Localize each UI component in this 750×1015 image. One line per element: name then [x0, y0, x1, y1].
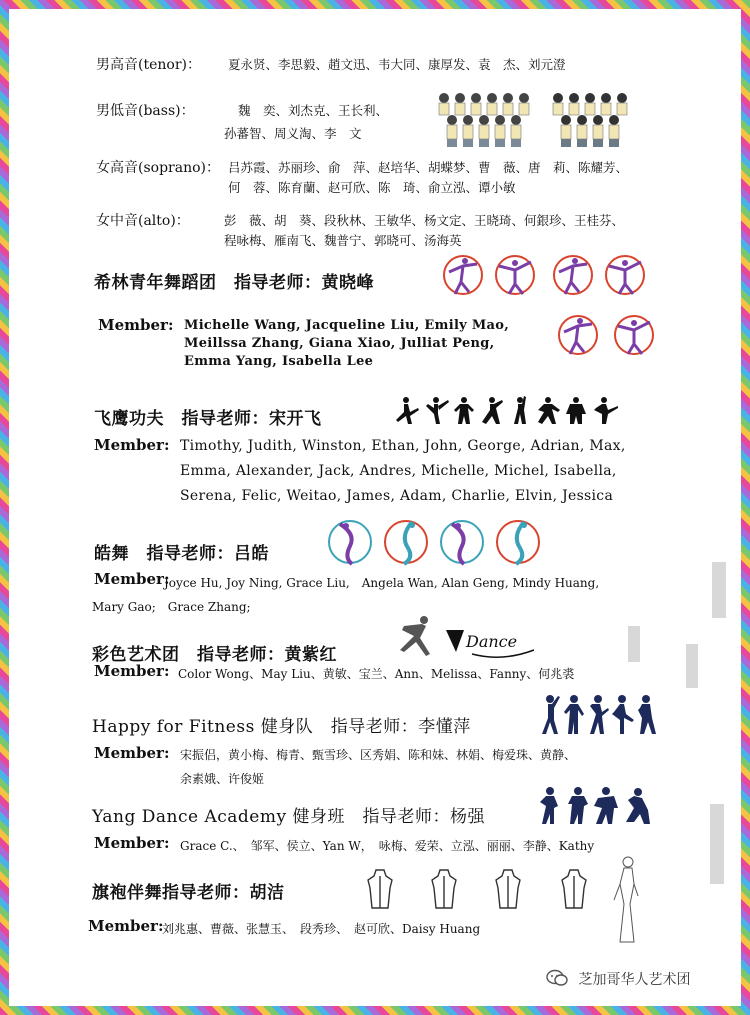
decorative-bar — [712, 562, 726, 618]
group-heading-kungfu: 飞鹰功夫 指导老师：宋开飞 — [94, 409, 322, 429]
dance-logo — [442, 626, 538, 658]
member-label: Member: — [94, 436, 170, 454]
alto-names-line1: 彭 薇、胡 葵、段秋林、王敏华、杨文定、王晓琦、何銀珍、王桂芬、 — [224, 213, 625, 228]
member-label: Member: — [88, 917, 164, 935]
choir-group-icon — [540, 88, 640, 150]
member-label: Member: — [94, 570, 170, 588]
group-heading-caise: 彩色艺术团 指导老师：黄紫红 — [92, 645, 337, 665]
dance-logo-text: Dance — [466, 632, 518, 651]
ballet-dancer-icons — [441, 252, 651, 298]
member-line: Michelle Wang, Jacqueline Liu, Emily Mao, — [184, 318, 510, 333]
kungfu-silhouette-icons — [394, 396, 634, 426]
bass-names-line2: 孙蕃智、周义淘、李 文 — [224, 126, 362, 141]
group-heading-xilin: 希林青年舞蹈团 指导老师：黄晓峰 — [94, 273, 374, 293]
member-label: Member: — [98, 316, 174, 334]
bass-names-line1: 魏 奕、刘杰克、王长利、 — [238, 103, 389, 118]
member-label: Member: — [94, 834, 170, 852]
member-line: Color Wong、May Liu、黄敏、宝兰、Ann、Melissa、Fanny、何兆裘 — [178, 667, 575, 681]
qipao-lady-sketch-icon — [606, 854, 646, 946]
member-line: Timothy, Judith, Winston, Ethan, John, George, Adrian, Max, — [180, 438, 626, 454]
group-heading-yang-dance: Yang Dance Academy 健身班 指导老师：杨强 — [92, 807, 485, 827]
page-content — [16, 14, 734, 1002]
bass-label: 男低音(bass)： — [96, 103, 195, 119]
member-line: 宋振侣，黄小梅、梅青、甄雪珍、区秀娟、陈和妹、林娟、梅爱珠、黄静、 — [180, 748, 577, 762]
member-label: Member: — [94, 662, 170, 680]
group-heading-haowu: 皓舞 指导老师：吕皓 — [94, 544, 269, 564]
ballet-dancer-icons — [556, 312, 666, 358]
group-heading-qipao: 旗袍伴舞指导老师：胡洁 — [92, 883, 285, 903]
soprano-names-line1: 吕苏霞、苏丽珍、俞 萍、赵培华、胡蝶梦、曹 薇、唐 莉、陈耀芳、 — [228, 160, 629, 175]
footer-brand-text: 芝加哥华人艺术团 — [578, 972, 691, 988]
group-heading-fitness: Happy for Fitness 健身队 指导老师：李懂萍 — [92, 717, 471, 737]
alto-names-line2: 程咏梅、雁南飞、魏普宁、郭晓可、汤海英 — [224, 233, 462, 248]
member-line: Mary Gao; Grace Zhang; — [92, 600, 251, 614]
member-line: 余素娥、许俊姬 — [180, 772, 265, 786]
footer-brand — [546, 969, 690, 991]
tenor-names: 夏永贤、李思毅、趙文迅、韦大同、康厚发、袁 杰、刘元澄 — [228, 57, 566, 72]
dance-duo-silhouette-icons — [538, 786, 654, 826]
member-line: Joyce Hu, Joy Ning, Grace Liu, Angela Wan, Alan Geng, Mindy Huang, — [164, 576, 600, 590]
choir-group-icon — [430, 88, 540, 150]
member-line: Serena, Felic, Weitao, James, Adam, Charlie, Elvin, Jessica — [180, 488, 614, 504]
ribbon-dancer-icons — [326, 516, 546, 568]
member-line: Grace C.、 邹军、侯立、Yan W， 咏梅、爱荣、立泓、丽丽、李静、Kathy — [180, 839, 595, 853]
member-line: 刘兆惠、曹薇、张慧玉、 段秀珍、 赵可欣、Daisy Huang — [162, 922, 481, 936]
qipao-dress-icons — [366, 868, 606, 912]
tenor-label: 男高音(tenor)： — [96, 57, 201, 73]
leaping-dancer-icon — [394, 614, 440, 662]
soprano-names-line2: 何 蓉、陈育蘭、赵可欣、陈 琦、俞立泓、谭小敏 — [228, 180, 516, 195]
alto-label: 女中音(alto)： — [96, 213, 190, 229]
decorative-bar — [686, 644, 698, 688]
fitness-silhouette-icons — [540, 694, 660, 736]
member-line: Emma, Alexander, Jack, Andres, Michelle, Michel, Isabella, — [180, 463, 617, 479]
decorative-bar — [628, 626, 640, 662]
decorative-bar — [710, 804, 724, 884]
soprano-label: 女高音(soprano)： — [96, 160, 220, 176]
wechat-icon — [546, 969, 568, 991]
member-line: Meillssa Zhang, Giana Xiao, Julliat Peng, — [184, 336, 495, 351]
member-label: Member: — [94, 744, 170, 762]
member-line: Emma Yang, Isabella Lee — [184, 354, 374, 369]
